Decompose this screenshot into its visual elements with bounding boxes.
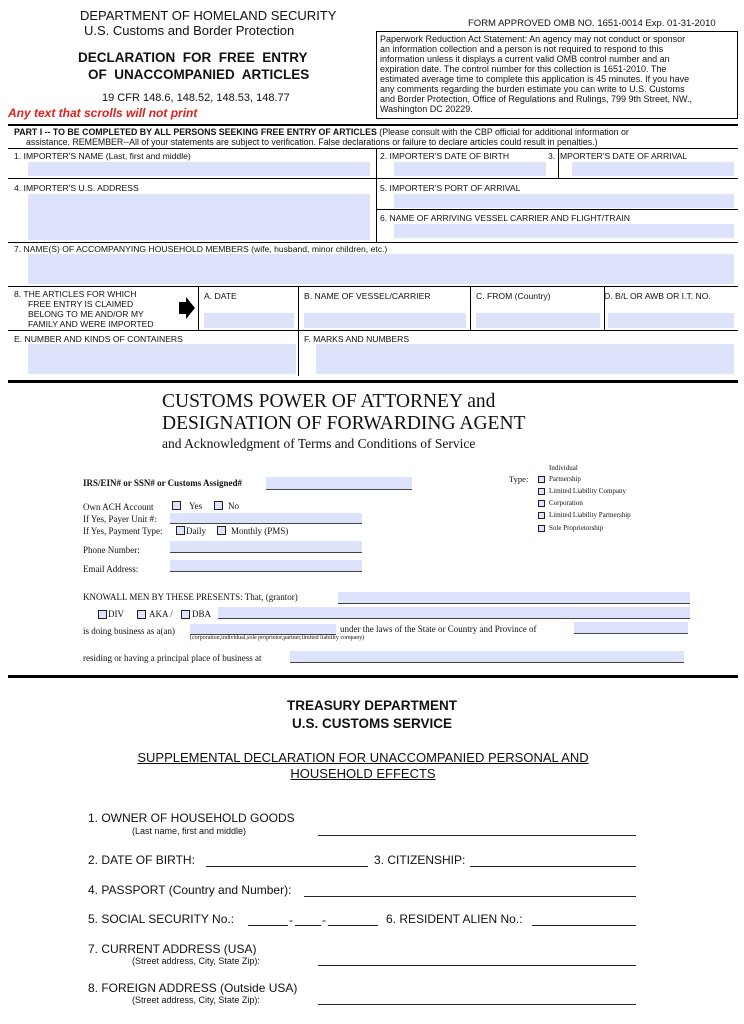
- daily-label: Daily: [186, 526, 206, 536]
- email-label: Email Address:: [83, 564, 139, 574]
- articles-claim-line: BELONG TO ME AND/OR MY: [28, 309, 144, 319]
- dob-label: 2. DATE OF BIRTH:: [88, 853, 195, 867]
- divider: [376, 178, 377, 242]
- divider: [8, 124, 738, 126]
- resident-alien-input[interactable]: [532, 925, 636, 926]
- form-header: [0, 0, 744, 125]
- divider: [376, 148, 377, 178]
- bl-awb-input[interactable]: [608, 313, 734, 328]
- ssn-label: 5. SOCIAL SECURITY No.:: [88, 912, 235, 926]
- ssn-dash: -: [289, 913, 293, 927]
- poa-subtitle: and Acknowledgment of Terms and Conditions of Service: [162, 436, 476, 451]
- divider: [8, 148, 738, 149]
- household-members-label: 7. NAME(S) OF ACCOMPANYING HOUSEHOLD MEMBERS (wife, husband, minor children, etc.): [14, 244, 388, 254]
- aka-label: AKA /: [149, 609, 173, 619]
- divider: [198, 286, 199, 330]
- articles-claim-line: FAMILY AND WERE IMPORTED: [28, 319, 154, 329]
- dba-checkbox[interactable]: [181, 610, 190, 619]
- scroll-warning: Any text that scrolls will not print: [8, 106, 198, 120]
- payer-unit-input[interactable]: [170, 513, 362, 524]
- ach-label: Own ACH Account: [83, 502, 154, 512]
- paperwork-line: Paperwork Reduction Act Statement: An agency may not conduct or sponsor: [380, 34, 686, 44]
- port-of-arrival-label: 5. IMPORTER'S PORT OF ARRIVAL: [380, 183, 521, 193]
- type-partnership-checkbox[interactable]: [538, 476, 545, 483]
- phone-input[interactable]: [170, 541, 362, 553]
- type-partnership: Partnership: [549, 475, 581, 483]
- paperwork-notice: [376, 31, 738, 119]
- irs-label: IRS/EIN# or SSN# or Customs Assigned#: [83, 478, 242, 488]
- divider: [8, 675, 738, 678]
- agency-subname: U.S. Customs and Border Protection: [84, 23, 295, 38]
- containers-input[interactable]: [28, 344, 296, 374]
- div-label: DIV: [108, 609, 124, 619]
- type-corporation: Corporation: [549, 499, 583, 507]
- paperwork-line: information unless it displays a current valid OMB control number and an: [380, 54, 670, 64]
- type-sole-proprietorship: Sole Proprietorship: [549, 524, 604, 532]
- dba-label: DBA: [192, 609, 212, 619]
- resident-alien-label: 6. RESIDENT ALIEN No.:: [386, 912, 523, 926]
- irs-input[interactable]: [266, 477, 412, 490]
- date-input[interactable]: [204, 313, 294, 328]
- divider: [8, 380, 738, 383]
- power-of-attorney-section: [0, 385, 744, 680]
- divider: [8, 330, 738, 331]
- part1-heading-rest: (Please consult with the CBP official for additional information or: [376, 127, 629, 137]
- owner-input[interactable]: [318, 835, 636, 836]
- supp-title-line1: SUPPLEMENTAL DECLARATION FOR UNACCOMPANIED PERSONAL AND: [137, 750, 589, 765]
- type-llp-checkbox[interactable]: [538, 512, 545, 519]
- email-input[interactable]: [170, 560, 362, 572]
- current-address-label: 7. CURRENT ADDRESS (USA): [88, 942, 257, 956]
- grantor-input[interactable]: [338, 592, 690, 604]
- type-llp: Limited Liability Partnership: [549, 511, 631, 519]
- arrow-right-icon: [178, 296, 196, 320]
- vessel-carrier-label: 6. NAME OF ARRIVING VESSEL CARRIER AND FLIGHT/TRAIN: [380, 213, 630, 223]
- paperwork-line: any comments regarding the burden estimate you can write to U.S. Customs: [380, 84, 685, 94]
- date-label: A. DATE: [204, 291, 237, 301]
- part1-section: [0, 120, 744, 385]
- paperwork-line: expiration date. The control number for this collection is 1651-2010. The: [380, 64, 667, 74]
- bl-awb-label: D. B/L OR AWB OR I.T. NO.: [604, 291, 711, 301]
- importer-name-input[interactable]: [28, 162, 370, 176]
- articles-claim-label: [14, 289, 154, 329]
- foreign-address-input[interactable]: [318, 1004, 636, 1005]
- current-address-sublabel: (Street address, City, State Zip):: [132, 956, 260, 966]
- monthly-label: Monthly (PMS): [231, 526, 289, 536]
- know-all-label: KNOWALL MEN BY THESE PRESENTS: That, (grantor): [83, 592, 298, 602]
- importer-address-input[interactable]: [28, 194, 370, 240]
- divider: [298, 286, 299, 330]
- ssn-part3-input[interactable]: [328, 925, 378, 926]
- treasury-dept: TREASURY DEPARTMENT: [286, 698, 457, 713]
- daily-checkbox[interactable]: [176, 526, 185, 535]
- type-individual: Individual: [549, 464, 578, 472]
- form-title-line2: OF UNACCOMPANIED ARTICLES: [88, 67, 310, 82]
- from-country-input[interactable]: [476, 313, 600, 328]
- ach-yes-label: Yes: [189, 501, 203, 511]
- divider: [8, 178, 738, 179]
- importer-address-label: 4. IMPORTER'S U.S. ADDRESS: [14, 183, 139, 193]
- supplemental-section: [0, 680, 744, 1024]
- owner-sublabel: (Last name, first and middle): [132, 826, 247, 836]
- vessel-carrier-input[interactable]: [394, 224, 734, 238]
- form-title-line1: DECLARATION FOR FREE ENTRY: [78, 50, 308, 65]
- foreign-address-label: 8. FOREIGN ADDRESS (Outside USA): [88, 981, 298, 995]
- under-laws-label: under the laws of the State or Country and Province of: [340, 624, 537, 634]
- divider: [376, 209, 738, 210]
- household-members-input[interactable]: [28, 254, 734, 284]
- carrier-name-input[interactable]: [304, 313, 466, 328]
- ssn-part2-input[interactable]: [295, 925, 321, 926]
- ach-no-label: No: [228, 501, 239, 511]
- port-of-arrival-input[interactable]: [394, 194, 734, 208]
- part1-heading-line2: assistance. REMEMBER--All of your statements are subject to verification. False declarations or failure to declare articles could result in penalties.): [26, 137, 598, 147]
- importer-arrival-date-label: 3. IMPORTER'S DATE OF ARRIVAL: [548, 151, 688, 161]
- ach-no-checkbox[interactable]: [214, 501, 223, 510]
- carrier-name-label: B. NAME OF VESSEL/CARRIER: [304, 291, 431, 301]
- monthly-checkbox[interactable]: [217, 526, 226, 535]
- aka-checkbox[interactable]: [137, 610, 146, 619]
- citizenship-label: 3. CITIZENSHIP:: [374, 853, 466, 867]
- articles-claim-line: 8. THE ARTICLES FOR WHICH: [14, 289, 137, 299]
- type-corporation-checkbox[interactable]: [538, 500, 545, 507]
- articles-claim-line: FREE ENTRY IS CLAIMED: [28, 299, 134, 309]
- residing-label: residing or having a principal place of business at: [83, 653, 262, 663]
- marks-numbers-input[interactable]: [316, 344, 734, 374]
- marks-numbers-label: F. MARKS AND NUMBERS: [304, 334, 410, 344]
- importer-dob-label: 2. IMPORTER'S DATE OF BIRTH: [380, 151, 510, 161]
- importer-arrival-date-input[interactable]: [572, 162, 734, 176]
- type-llc-checkbox[interactable]: [538, 488, 545, 495]
- from-country-label: C. FROM (Country): [476, 291, 551, 301]
- state-country-input[interactable]: [574, 622, 688, 634]
- importer-dob-input[interactable]: [394, 162, 546, 176]
- part1-heading: [14, 127, 629, 137]
- cfr-reference: 19 CFR 148.6, 148.52, 148.53, 148.77: [102, 92, 290, 104]
- paperwork-line: Washington DC 20229.: [380, 104, 473, 114]
- divider: [8, 242, 738, 243]
- type-sole-proprietorship-checkbox[interactable]: [538, 525, 545, 532]
- paperwork-line: estimated average time to complete this application is 45 minutes. If you have: [380, 74, 690, 84]
- ssn-dash: -: [322, 913, 326, 927]
- type-llc: Limited Liability Company: [549, 487, 626, 495]
- omb-number: FORM APPROVED OMB NO. 1651-0014 Exp. 01-31-2010: [468, 18, 716, 29]
- payment-type-label: If Yes, Payment Type:: [83, 526, 163, 536]
- entity-type-input[interactable]: [190, 624, 336, 635]
- citizenship-input[interactable]: [470, 866, 636, 867]
- paperwork-line: an information collection and a person is not required to respond to this: [380, 44, 664, 54]
- divider: [298, 330, 299, 376]
- poa-title-line2: DESIGNATION OF FORWARDING AGENT: [162, 413, 526, 434]
- paperwork-line: and Border Protection, Office of Regulations and Rulings, 799 9th Street, NW.,: [380, 94, 693, 104]
- ach-yes-checkbox[interactable]: [172, 501, 181, 510]
- containers-label: E. NUMBER AND KINDS OF CONTAINERS: [14, 334, 183, 344]
- importer-name-label: 1. IMPORTER'S NAME (Last, first and middle): [14, 151, 191, 161]
- doing-business-label: is doing business as a(an): [83, 626, 175, 636]
- part1-heading-bold: PART I -- TO BE COMPLETED BY ALL PERSONS SEEKING FREE ENTRY OF ARTICLES: [14, 127, 377, 137]
- phone-label: Phone Number:: [83, 545, 140, 555]
- owner-label: 1. OWNER OF HOUSEHOLD GOODS: [88, 811, 295, 825]
- poa-title-line1: CUSTOMS POWER OF ATTORNEY and: [162, 391, 496, 412]
- current-address-input[interactable]: [318, 965, 636, 966]
- entity-type-hint: (corporation,individual,sole proprietor,partner,limited liability company): [190, 635, 365, 641]
- supp-title-line2: HOUSEHOLD EFFECTS: [290, 766, 436, 781]
- divider: [8, 286, 738, 287]
- residing-address-input[interactable]: [290, 651, 684, 663]
- div-checkbox[interactable]: [98, 610, 107, 619]
- passport-label: 4. PASSPORT (Country and Number):: [88, 883, 292, 897]
- ssn-part1-input[interactable]: [248, 925, 288, 926]
- foreign-address-sublabel: (Street address, City, State Zip):: [132, 995, 260, 1005]
- type-label: Type:: [509, 474, 529, 484]
- divider: [470, 286, 471, 330]
- dba-input[interactable]: [218, 607, 690, 619]
- agency-name: DEPARTMENT OF HOMELAND SECURITY: [80, 8, 337, 23]
- passport-input[interactable]: [304, 896, 636, 897]
- payer-unit-label: If Yes, Payer Unit #:: [83, 514, 157, 524]
- customs-service: U.S. CUSTOMS SERVICE: [291, 716, 453, 731]
- dob-input[interactable]: [206, 866, 368, 867]
